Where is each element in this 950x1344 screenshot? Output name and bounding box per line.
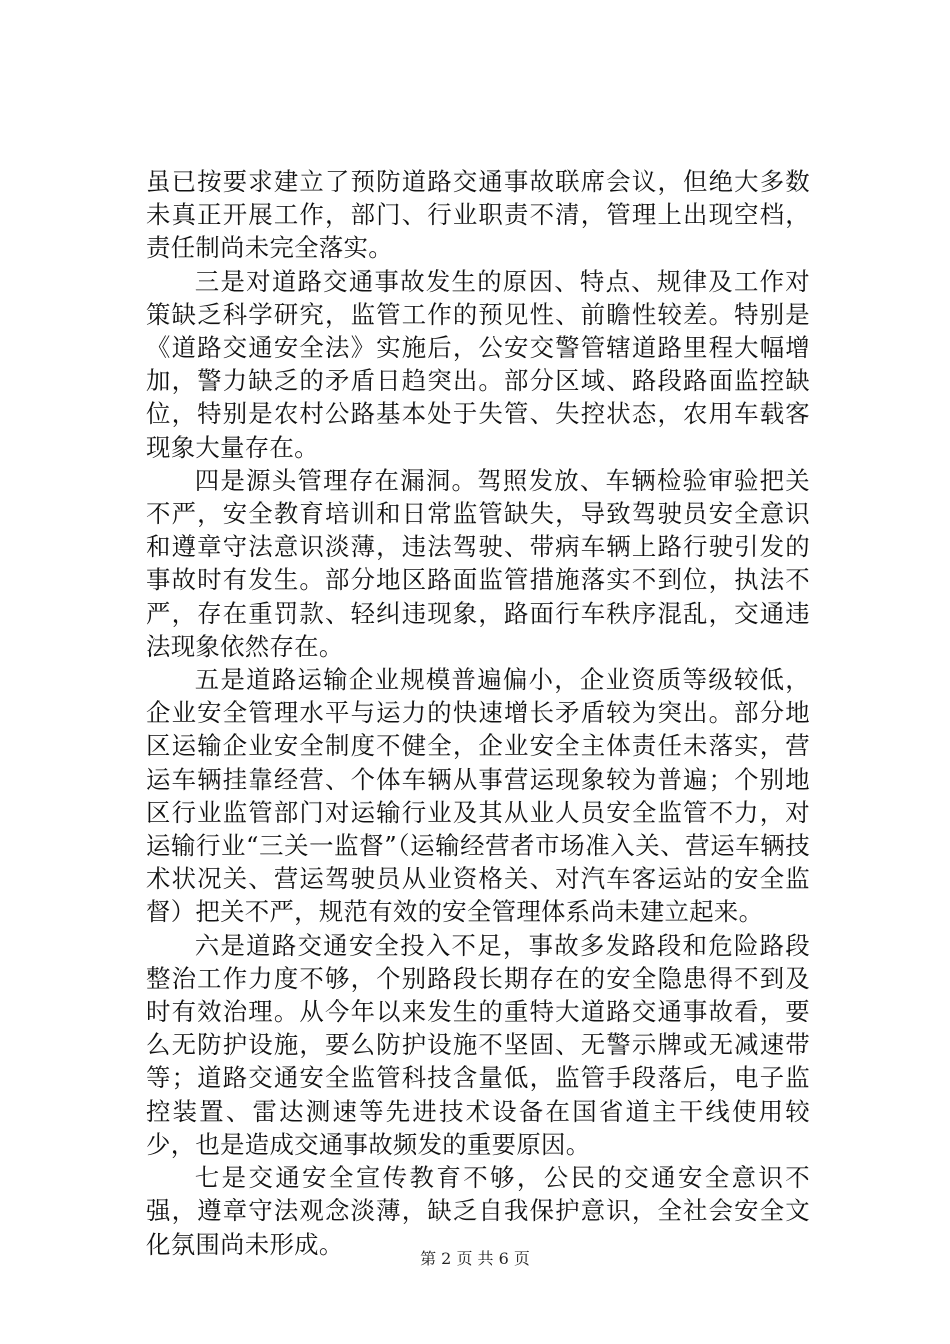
paragraph-continuation: 虽已按要求建立了预防道路交通事故联席会议，但绝大多数未真正开展工作，部门、行业职责不清，管理上出现空档，责任制尚未完全落实。 [146, 167, 810, 263]
paragraph-point-five: 五是道路运输企业规模普遍偏小，企业资质等级较低，企业安全管理水平与运力的快速增长矛盾较为突出。部分地区运输企业安全制度不健全，企业安全主体责任未落实，营运车辆挂靠经营、个体车辆从事营运现象较为普遍；个别地区行业监管部门对运输行业及其从业人员安全监管不力，对运输行业“三关一监督”（运输经营者市场准入关、营运车辆技术状况关、营运驾驶员从业资格关、对汽车客运站的安全监督）把关不严，规范有效的安全管理体系尚未建立起来。 [146, 665, 810, 927]
page-number-footer: 第 2 页 共 6 页 [420, 1249, 530, 1268]
paragraph-point-six: 六是道路交通安全投入不足，事故多发路段和危险路段整治工作力度不够，个别路段长期存在的安全隐患得不到及时有效治理。从今年以来发生的重特大道路交通事故看，要么无防护设施，要么防护设施不坚固、无警示牌或无减速带等；道路交通安全监管科技含量低，监管手段落后，电子监控装置、雷达测速等先进技术设备在国省道主干线使用较少，也是造成交通事故频发的重要原因。 [146, 930, 810, 1159]
paragraph-point-seven: 七是交通安全宣传教育不够，公民的交通安全意识不强，遵章守法观念淡薄，缺乏自我保护意识，全社会安全文化氛围尚未形成。 [146, 1163, 810, 1259]
paragraph-point-three: 三是对道路交通事故发生的原因、特点、规律及工作对策缺乏科学研究，监管工作的预见性、前瞻性较差。特别是《道路交通安全法》实施后，公安交警管辖道路里程大幅增加，警力缺乏的矛盾日趋突出。部分区域、路段路面监控缺位，特别是农村公路基本处于失管、失控状态，农用车载客现象大量存在。 [146, 266, 810, 462]
paragraph-point-four: 四是源头管理存在漏洞。驾照发放、车辆检验审验把关不严，安全教育培训和日常监管缺失，导致驾驶员安全意识和遵章守法意识淡薄，违法驾驶、带病车辆上路行驶引发的事故时有发生。部分地区路面监管措施落实不到位，执法不严，存在重罚款、轻纠违现象，路面行车秩序混乱，交通违法现象依然存在。 [146, 465, 810, 661]
document-body [146, 165, 810, 1261]
